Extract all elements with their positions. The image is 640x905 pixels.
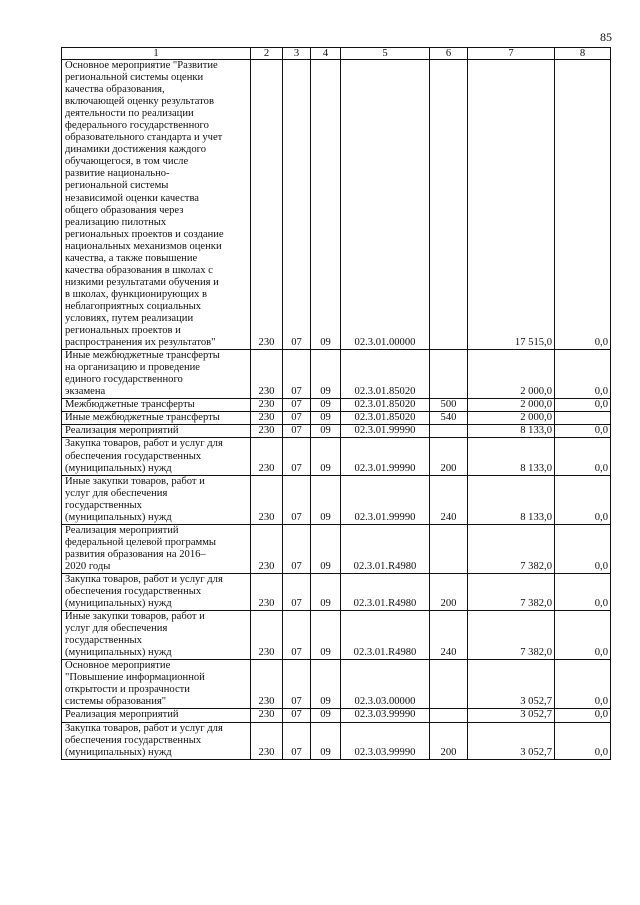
cell-expense-type: 200 bbox=[430, 438, 468, 475]
cell-expense-type: 200 bbox=[430, 573, 468, 610]
table-row bbox=[62, 722, 611, 759]
cell-expense-type: 240 bbox=[430, 475, 468, 524]
row-description: Иные закупки товаров, работ и услуг для обеспечения государственных (муниципальных) нужд bbox=[62, 475, 251, 524]
cell-target-article: 02.3.01.R4980 bbox=[341, 573, 430, 610]
cell-target-article: 02.3.01.R4980 bbox=[341, 524, 430, 573]
cell-expense-type bbox=[430, 709, 468, 722]
cell-amount-2: 0,0 bbox=[555, 611, 611, 660]
table-row bbox=[62, 475, 611, 524]
cell-subsection-code: 09 bbox=[311, 350, 341, 399]
cell-target-article: 02.3.01.85020 bbox=[341, 412, 430, 425]
column-header: 3 bbox=[283, 48, 311, 60]
cell-section-code: 07 bbox=[283, 438, 311, 475]
cell-ministry-code: 230 bbox=[251, 573, 283, 610]
cell-ministry-code: 230 bbox=[251, 709, 283, 722]
cell-section-code: 07 bbox=[283, 350, 311, 399]
column-header: 7 bbox=[468, 48, 555, 60]
row-description: Иные межбюджетные трансферты bbox=[62, 412, 251, 425]
cell-ministry-code: 230 bbox=[251, 350, 283, 399]
row-description: Иные межбюджетные трансферты на организацию и проведение единого государственного экзамена bbox=[62, 350, 251, 399]
cell-subsection-code: 09 bbox=[311, 412, 341, 425]
row-description: Реализация мероприятий федеральной целевой программы развития образования на 2016– 2020 годы bbox=[62, 524, 251, 573]
row-description: Закупка товаров, работ и услуг для обеспечения государственных (муниципальных) нужд bbox=[62, 438, 251, 475]
cell-amount: 7 382,0 bbox=[468, 573, 555, 610]
table-body bbox=[62, 60, 611, 760]
table-row bbox=[62, 709, 611, 722]
row-description: Реализация мероприятий bbox=[62, 709, 251, 722]
cell-expense-type bbox=[430, 60, 468, 350]
cell-amount-2: 0,0 bbox=[555, 660, 611, 709]
cell-section-code: 07 bbox=[283, 399, 311, 412]
cell-amount-2 bbox=[555, 412, 611, 425]
cell-amount-2: 0,0 bbox=[555, 709, 611, 722]
cell-expense-type bbox=[430, 524, 468, 573]
row-description: Закупка товаров, работ и услуг для обеспечения государственных (муниципальных) нужд bbox=[62, 722, 251, 759]
cell-ministry-code: 230 bbox=[251, 60, 283, 350]
column-header: 4 bbox=[311, 48, 341, 60]
column-header: 2 bbox=[251, 48, 283, 60]
cell-section-code: 07 bbox=[283, 425, 311, 438]
cell-target-article: 02.3.01.99990 bbox=[341, 475, 430, 524]
cell-amount: 8 133,0 bbox=[468, 425, 555, 438]
cell-section-code: 07 bbox=[283, 524, 311, 573]
cell-ministry-code: 230 bbox=[251, 399, 283, 412]
cell-target-article: 02.3.01.99990 bbox=[341, 425, 430, 438]
cell-target-article: 02.3.01.R4980 bbox=[341, 611, 430, 660]
cell-amount: 8 133,0 bbox=[468, 438, 555, 475]
cell-amount-2: 0,0 bbox=[555, 722, 611, 759]
cell-amount: 17 515,0 bbox=[468, 60, 555, 350]
cell-target-article: 02.3.03.00000 bbox=[341, 660, 430, 709]
table-row bbox=[62, 573, 611, 610]
table-row bbox=[62, 611, 611, 660]
cell-ministry-code: 230 bbox=[251, 611, 283, 660]
cell-subsection-code: 09 bbox=[311, 399, 341, 412]
cell-target-article: 02.3.01.85020 bbox=[341, 399, 430, 412]
cell-expense-type: 240 bbox=[430, 611, 468, 660]
row-description: Реализация мероприятий bbox=[62, 425, 251, 438]
cell-section-code: 07 bbox=[283, 475, 311, 524]
cell-expense-type: 200 bbox=[430, 722, 468, 759]
cell-ministry-code: 230 bbox=[251, 438, 283, 475]
table-row bbox=[62, 60, 611, 350]
cell-subsection-code: 09 bbox=[311, 573, 341, 610]
page-number: 85 bbox=[600, 30, 612, 44]
cell-expense-type bbox=[430, 660, 468, 709]
cell-section-code: 07 bbox=[283, 573, 311, 610]
column-header: 5 bbox=[341, 48, 430, 60]
cell-target-article: 02.3.01.85020 bbox=[341, 350, 430, 399]
cell-subsection-code: 09 bbox=[311, 660, 341, 709]
cell-ministry-code: 230 bbox=[251, 722, 283, 759]
cell-expense-type: 540 bbox=[430, 412, 468, 425]
cell-subsection-code: 09 bbox=[311, 475, 341, 524]
column-header: 1 bbox=[62, 48, 251, 60]
cell-amount: 8 133,0 bbox=[468, 475, 555, 524]
cell-expense-type bbox=[430, 425, 468, 438]
cell-section-code: 07 bbox=[283, 412, 311, 425]
cell-ministry-code: 230 bbox=[251, 425, 283, 438]
cell-expense-type bbox=[430, 350, 468, 399]
cell-target-article: 02.3.03.99990 bbox=[341, 709, 430, 722]
cell-amount: 3 052,7 bbox=[468, 709, 555, 722]
cell-section-code: 07 bbox=[283, 660, 311, 709]
cell-amount-2: 0,0 bbox=[555, 475, 611, 524]
cell-amount: 2 000,0 bbox=[468, 350, 555, 399]
column-header: 8 bbox=[555, 48, 611, 60]
row-description: Межбюджетные трансферты bbox=[62, 399, 251, 412]
cell-amount-2: 0,0 bbox=[555, 425, 611, 438]
cell-ministry-code: 230 bbox=[251, 475, 283, 524]
table-row bbox=[62, 438, 611, 475]
cell-section-code: 07 bbox=[283, 611, 311, 660]
cell-subsection-code: 09 bbox=[311, 425, 341, 438]
row-description: Основное мероприятие "Повышение информационной открытости и прозрачности системы образования" bbox=[62, 660, 251, 709]
table-row bbox=[62, 350, 611, 399]
cell-target-article: 02.3.03.99990 bbox=[341, 722, 430, 759]
table-row bbox=[62, 425, 611, 438]
row-description: Закупка товаров, работ и услуг для обеспечения государственных (муниципальных) нужд bbox=[62, 573, 251, 610]
cell-section-code: 07 bbox=[283, 709, 311, 722]
table-row bbox=[62, 524, 611, 573]
cell-amount: 7 382,0 bbox=[468, 611, 555, 660]
cell-amount-2: 0,0 bbox=[555, 399, 611, 412]
table-row bbox=[62, 399, 611, 412]
cell-expense-type: 500 bbox=[430, 399, 468, 412]
cell-subsection-code: 09 bbox=[311, 438, 341, 475]
column-header: 6 bbox=[430, 48, 468, 60]
cell-section-code: 07 bbox=[283, 722, 311, 759]
cell-subsection-code: 09 bbox=[311, 524, 341, 573]
cell-subsection-code: 09 bbox=[311, 60, 341, 350]
table-row bbox=[62, 660, 611, 709]
cell-amount-2: 0,0 bbox=[555, 573, 611, 610]
cell-ministry-code: 230 bbox=[251, 412, 283, 425]
cell-section-code: 07 bbox=[283, 60, 311, 350]
cell-subsection-code: 09 bbox=[311, 722, 341, 759]
cell-amount: 2 000,0 bbox=[468, 412, 555, 425]
cell-amount: 7 382,0 bbox=[468, 524, 555, 573]
row-description: Основное мероприятие "Развитие региональной системы оценки качества образования, включающей оценку результатов деятельности по реализации федерального государственного образовательного стандарта и учет динамики достижения каждого обучающегося, в том числе развитие национально- региональной системы независимой оценки качества общего образования через реализацию пилотных региональных проектов и создание национальных механизмов оценки качества, а также повышение качества образования в школах с низкими результатами обучения и в школах, функционирующих в неблагоприятных социальных условиях, путем реализации региональных проектов и распространения их результатов" bbox=[62, 60, 251, 350]
cell-amount-2: 0,0 bbox=[555, 438, 611, 475]
cell-amount: 3 052,7 bbox=[468, 722, 555, 759]
cell-target-article: 02.3.01.99990 bbox=[341, 438, 430, 475]
cell-amount-2: 0,0 bbox=[555, 524, 611, 573]
budget-table bbox=[61, 47, 611, 760]
cell-amount-2: 0,0 bbox=[555, 350, 611, 399]
cell-amount: 3 052,7 bbox=[468, 660, 555, 709]
cell-ministry-code: 230 bbox=[251, 524, 283, 573]
row-description: Иные закупки товаров, работ и услуг для обеспечения государственных (муниципальных) нужд bbox=[62, 611, 251, 660]
cell-subsection-code: 09 bbox=[311, 709, 341, 722]
cell-ministry-code: 230 bbox=[251, 660, 283, 709]
cell-amount-2: 0,0 bbox=[555, 60, 611, 350]
cell-target-article: 02.3.01.00000 bbox=[341, 60, 430, 350]
header-row bbox=[62, 48, 611, 60]
cell-amount: 2 000,0 bbox=[468, 399, 555, 412]
cell-subsection-code: 09 bbox=[311, 611, 341, 660]
table-row bbox=[62, 412, 611, 425]
